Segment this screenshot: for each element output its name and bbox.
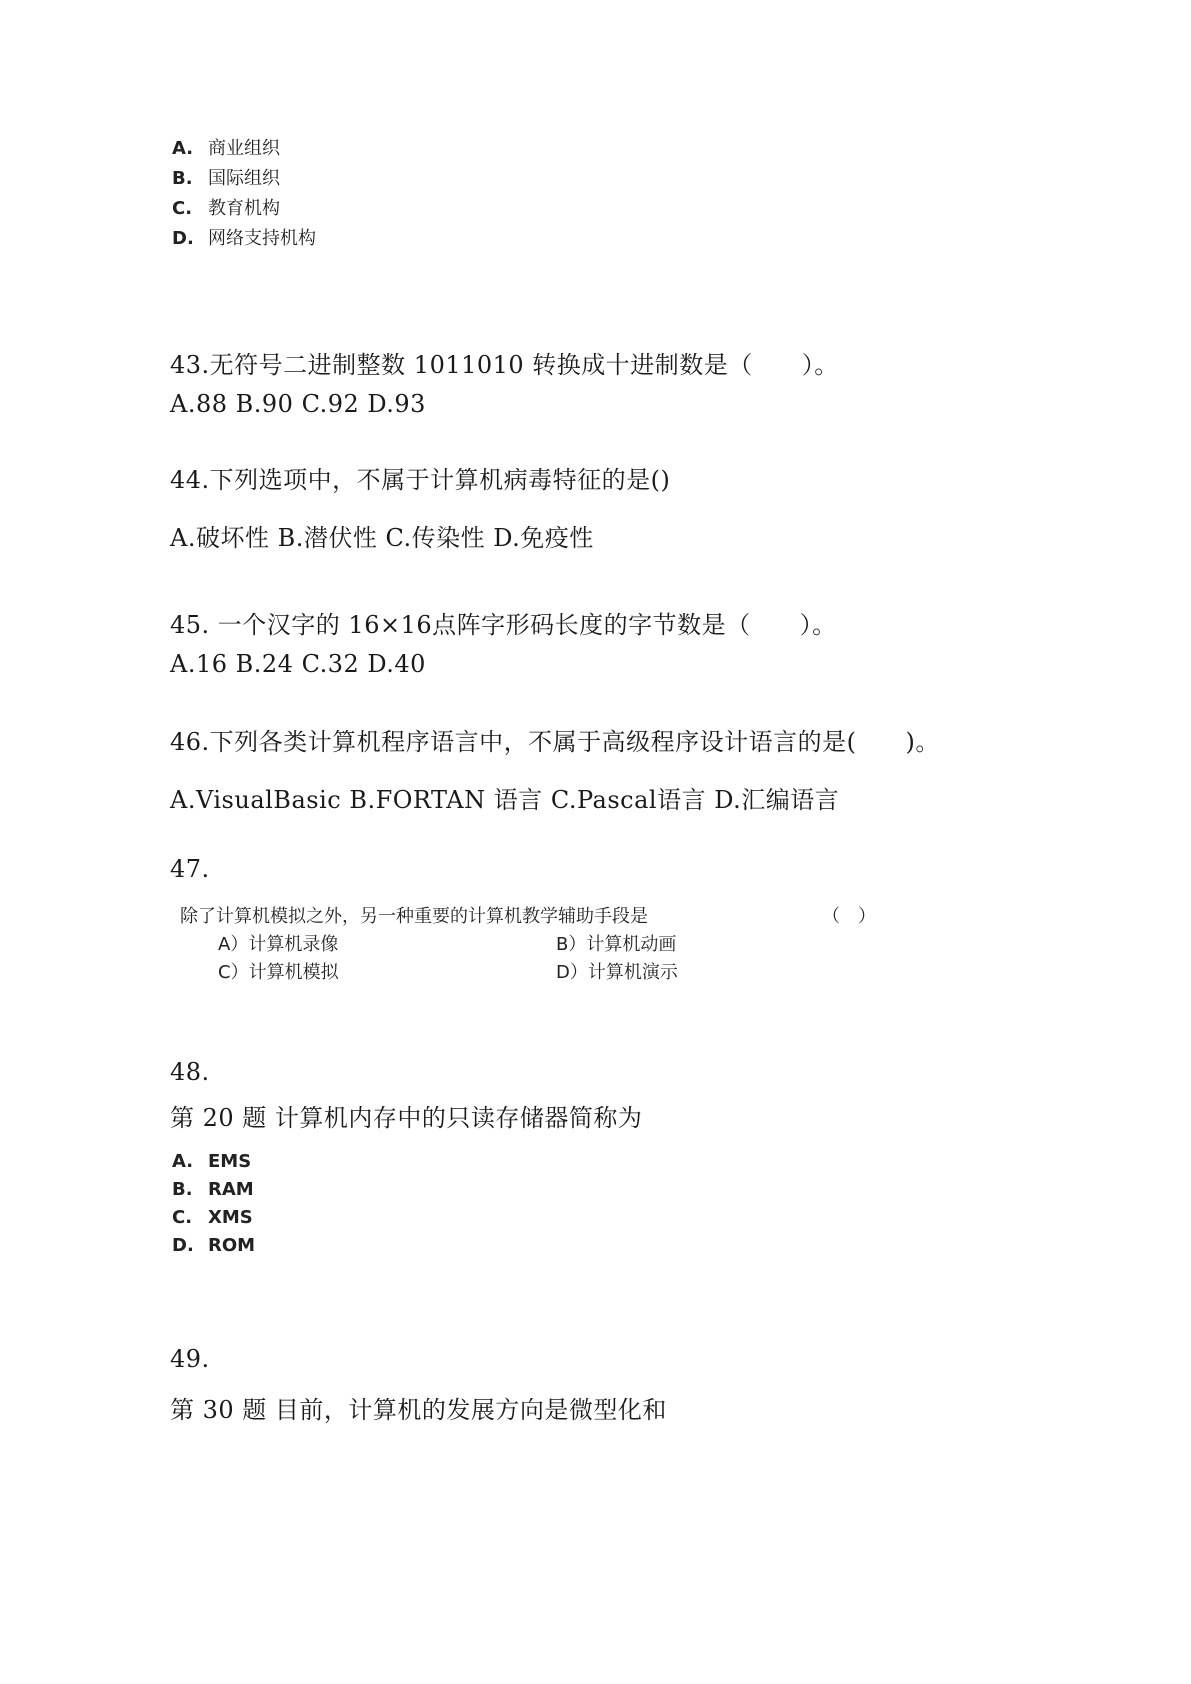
option-letter: C. <box>172 198 193 219</box>
q42-option-a <box>172 134 316 164</box>
q48-option-c <box>172 1204 255 1232</box>
q48-option-a <box>172 1148 255 1176</box>
option-letter: D. <box>172 1235 194 1256</box>
q47-stem: 除了计算机模拟之外，另一种重要的计算机教学辅助手段是 <box>180 906 648 927</box>
option-text: 商业组织 <box>208 138 280 159</box>
q47-number: 47. <box>170 855 210 883</box>
q47-option-d: D）计算机演示 <box>556 962 678 983</box>
q47-option-c: C）计算机模拟 <box>218 962 339 983</box>
option-text: 国际组织 <box>208 168 280 189</box>
q45-options: A.16 B.24 C.32 D.40 <box>170 650 426 678</box>
option-letter: C. <box>172 1207 193 1228</box>
option-letter: B. <box>172 168 193 189</box>
q43-options: A.88 B.90 C.92 D.93 <box>170 390 426 418</box>
option-letter: B. <box>172 1179 193 1200</box>
option-letter: A. <box>172 1151 194 1172</box>
option-text: RAM <box>208 1179 254 1200</box>
q44-options: A.破坏性 B.潜伏性 C.传染性 D.免疫性 <box>170 524 594 552</box>
q46-stem: 46.下列各类计算机程序语言中，不属于高级程序设计语言的是( )。 <box>170 728 940 756</box>
q49-stem: 第 30 题 目前，计算机的发展方向是微型化和 <box>170 1396 667 1424</box>
q42-option-b <box>172 164 316 194</box>
q47-option-b: B）计算机动画 <box>556 934 677 955</box>
option-letter: D. <box>172 228 194 249</box>
q49-number: 49. <box>170 1345 210 1373</box>
q42-options <box>172 134 316 254</box>
q48-options <box>172 1148 255 1260</box>
q42-option-c <box>172 194 316 224</box>
option-text: ROM <box>208 1235 256 1256</box>
option-text: 网络支持机构 <box>208 228 316 249</box>
q48-stem: 第 20 题 计算机内存中的只读存储器简称为 <box>170 1104 643 1132</box>
option-text: EMS <box>208 1151 252 1172</box>
q47-paren: （ ） <box>822 906 876 927</box>
q48-option-b <box>172 1176 255 1204</box>
q43-stem: 43.无符号二进制整数 1011010 转换成十进制数是（ ）。 <box>170 351 839 379</box>
q45-stem: 45. 一个汉字的 16×16点阵字形码长度的字节数是（ ）。 <box>170 611 837 639</box>
option-text: XMS <box>208 1207 253 1228</box>
q48-option-d <box>172 1232 255 1260</box>
q48-number: 48. <box>170 1058 210 1086</box>
q47-option-a: A）计算机录像 <box>218 934 339 955</box>
option-letter: A. <box>172 138 194 159</box>
q46-options: A.VisualBasic B.FORTAN 语言 C.Pascal语言 D.汇编语言 <box>170 786 840 814</box>
q44-stem: 44.下列选项中，不属于计算机病毒特征的是() <box>170 466 671 494</box>
q42-option-d <box>172 224 316 254</box>
option-text: 教育机构 <box>208 198 280 219</box>
